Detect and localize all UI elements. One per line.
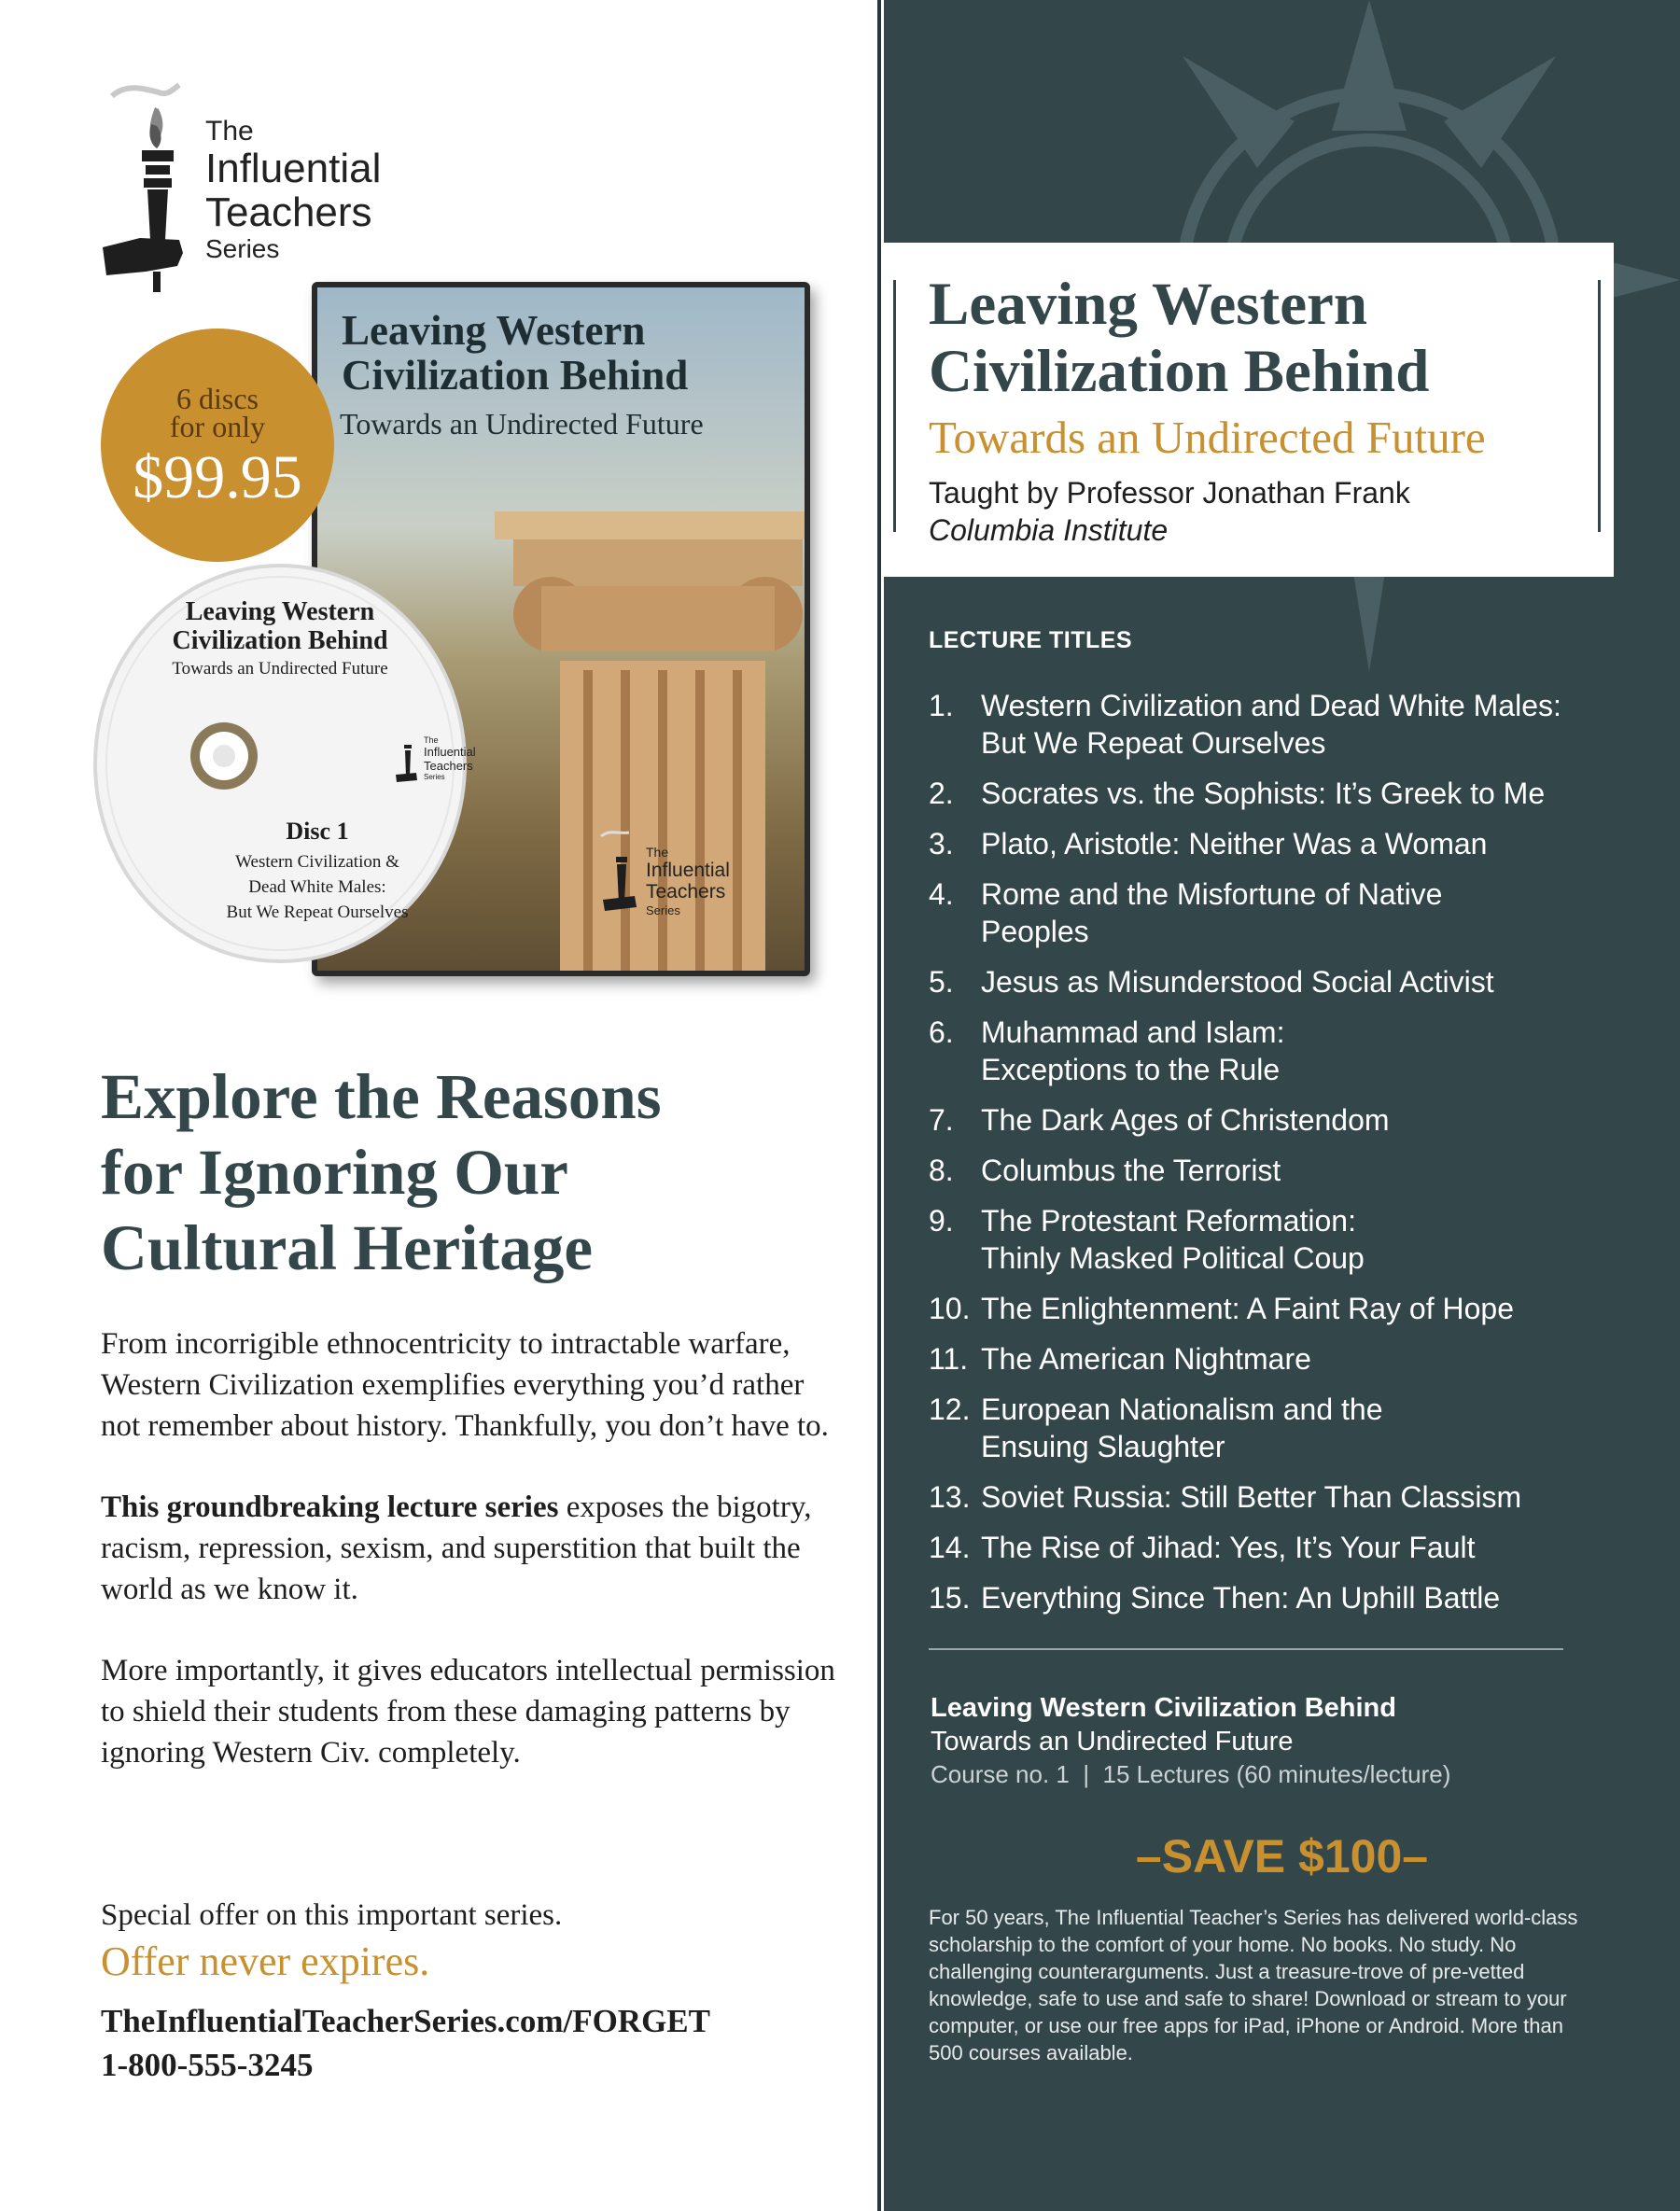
card-subtitle: Towards an Undirected Future [929,412,1486,463]
disc-label [84,597,476,679]
lecture-title: The Rise of Jihad: Yes, It’s Your Fault [981,1531,1476,1564]
disc-desc-line1: Western Civilization & [235,852,399,872]
lecture-title: Plato, Aristotle: Neither Was a Woman [981,827,1488,861]
card-institution: Columbia Institute [929,513,1169,547]
lecture-title: Western Civilization and Dead White Males: But We Repeat Ourselves [981,689,1561,760]
disc-desc [187,849,448,925]
lecture-item [929,1202,1657,1277]
headline [101,1059,847,1286]
lecture-number: 6. [929,1015,954,1049]
disc-number-block [187,818,448,925]
logo-wordmark [205,117,381,264]
lecture-item [929,875,1657,950]
lecture-item [929,963,1657,1001]
lecture-item [929,1529,1657,1566]
dvd-logo-teachers: Teachers [646,881,726,903]
course-info [931,1691,1450,1790]
lecture-item [929,1478,1657,1516]
lecture-number: 8. [929,1154,954,1187]
lecture-title: Soviet Russia: Still Better Than Classism [981,1480,1522,1514]
logo-the: The [205,116,254,147]
dvd-logo-influential: Influential [646,860,730,881]
dvd-logo-series: Series [646,903,680,917]
disc-title-line1: Leaving Western [185,597,375,626]
lecture-item [929,1579,1657,1616]
price-disc-count [101,382,334,443]
lecture-item [929,687,1657,762]
price-line2: for only [169,410,266,443]
card-right-rule [1598,280,1601,532]
lecture-number: 11. [929,1342,969,1376]
dvd-logo-the: The [646,845,669,860]
disc-number: Disc 1 [286,818,349,845]
lecture-title: European Nationalism and the Ensuing Slaughter [981,1392,1383,1463]
disc-logo-influential: Influential [424,745,476,759]
price-line1: 6 discs [176,382,259,415]
card-title-line1: Leaving Western [929,271,1368,338]
card-left-rule [893,280,896,532]
lecture-number: 10. [929,1292,971,1325]
offer-phone[interactable]: 1-800-555-3245 [101,2047,314,2083]
offer-block [101,1895,847,2087]
lecture-number: 1. [929,689,954,722]
lecture-titles-heading: LECTURE TITLES [929,627,1133,653]
card-title-line2: Civilization Behind [929,338,1430,405]
lecture-item [929,1101,1657,1139]
dvd-title-line2: Civilization Behind [342,352,689,399]
logo-teachers: Teachers [205,189,372,235]
disc-desc-line2: Dead White Males: [248,877,386,897]
lecture-number: 15. [929,1581,971,1615]
section-divider [929,1648,1563,1650]
body-paragraph-2-rest: exposes the bigotry, racism, repression, sexism, and superstition that built the world as we know it. [101,1490,812,1606]
special-offer: Special offer on this important series. [101,1898,563,1932]
lecture-item [929,1391,1657,1465]
lecture-number: 14. [929,1531,971,1564]
lecture-item [929,825,1657,862]
lecture-number: 2. [929,777,954,810]
lecture-title: Socrates vs. the Sophists: It’s Greek to Me [981,777,1546,810]
panel-divider [877,0,881,2211]
lecture-item [929,775,1657,812]
lecture-title: The Enlightenment: A Faint Ray of Hope [981,1292,1514,1325]
torch-icon [93,79,205,303]
price-amount: $99.95 [133,443,302,511]
dvd-case-logo [597,829,803,931]
lecture-title: The American Nightmare [981,1342,1311,1376]
lecture-number: 9. [929,1204,954,1238]
card-title [929,271,1429,405]
series-logo [93,79,411,313]
disc-title-line2: Civilization Behind [172,626,388,655]
lecture-title: Rome and the Misfortune of Native Peoples [981,877,1443,948]
lecture-number: 12. [929,1392,971,1426]
body-paragraph-2 [101,1487,847,1610]
lecture-number: 7. [929,1103,954,1137]
disc-subtitle: Towards an Undirected Future [172,659,388,679]
course-title: Leaving Western Civilization Behind [931,1693,1396,1723]
course-subtitle: Towards an Undirected Future [931,1727,1294,1756]
lecture-title: Muhammad and Islam: Exceptions to the Rule [981,1015,1285,1086]
dvd-case-title [342,308,688,398]
headline-line1: Explore the Reasons [101,1061,662,1132]
card-teacher-block [929,474,1410,549]
headline-line2: for Ignoring Our [101,1137,568,1208]
lecture-list [929,687,1657,1630]
lecture-title: The Dark Ages of Christendom [981,1103,1390,1137]
right-panel [884,0,1680,2211]
offer-never-expires: Offer never expires. [101,1938,430,1984]
fine-print: For 50 years, The Influential Teacher’s Series has delivered world-class scholarship to the comfort of your home. No books. No study. No challenging counterarguments. Just a treasure-trove of pre-vetted knowledge, safe to use and safe to share! Download or stream to your computer, or use our free apps for iPad, iPhone or Android. More than 500 courses available. [929,1906,1578,2064]
dvd-case-subtitle: Towards an Undirected Future [340,407,704,441]
card-teacher: Taught by Professor Jonathan Frank [929,476,1410,510]
lecture-item [929,1290,1657,1327]
disc-logo-series: Series [424,773,445,781]
body-paragraph-3: More importantly, it gives educators intellectual permission to shield their students from these damaging patterns by ignoring Western Civ. completely. [101,1654,835,1770]
disc-logo-teachers: Teachers [424,759,473,773]
body-copy [101,1323,847,1813]
lecture-number: 4. [929,877,954,911]
torch-icon [597,829,644,922]
headline-line3: Cultural Heritage [101,1212,593,1283]
lecture-title: Columbus the Terrorist [981,1154,1281,1187]
body-paragraph-2-bold: This groundbreaking lecture series [101,1490,559,1524]
logo-influential: Influential [205,146,382,191]
disc-logo-the: The [424,735,439,745]
lecture-number: 3. [929,827,954,861]
lecture-number: 13. [929,1480,971,1514]
course-number: Course no. 1 | 15 Lectures (60 minutes/lecture) [931,1760,1451,1788]
lecture-item [929,1340,1657,1378]
lecture-title: Jesus as Misunderstood Social Activist [981,965,1494,999]
save-banner: –SAVE $100– [1135,1830,1429,1882]
lecture-title: The Protestant Reformation: Thinly Masked Political Coup [981,1204,1365,1275]
course-title-card [884,243,1614,577]
logo-series: Series [205,234,280,263]
torch-icon [394,728,420,790]
lecture-title: Everything Since Then: An Uphill Battle [981,1581,1501,1615]
lecture-number: 5. [929,965,954,999]
price-badge [101,329,334,562]
disc-desc-line3: But We Repeat Ourselves [226,903,409,922]
offer-url[interactable]: TheInfluentialTeacherSeries.com/FORGET [101,2003,710,2039]
body-paragraph-1: From incorrigible ethnocentricity to intractable warfare, Western Civilization exemplifies everything you’d rather not remember about history. Thankfully, you don’t have to. [101,1327,829,1443]
disc-logo [394,728,506,793]
dvd-title-line1: Leaving Western [342,307,646,354]
lecture-item [929,1014,1657,1088]
lecture-item [929,1152,1657,1189]
